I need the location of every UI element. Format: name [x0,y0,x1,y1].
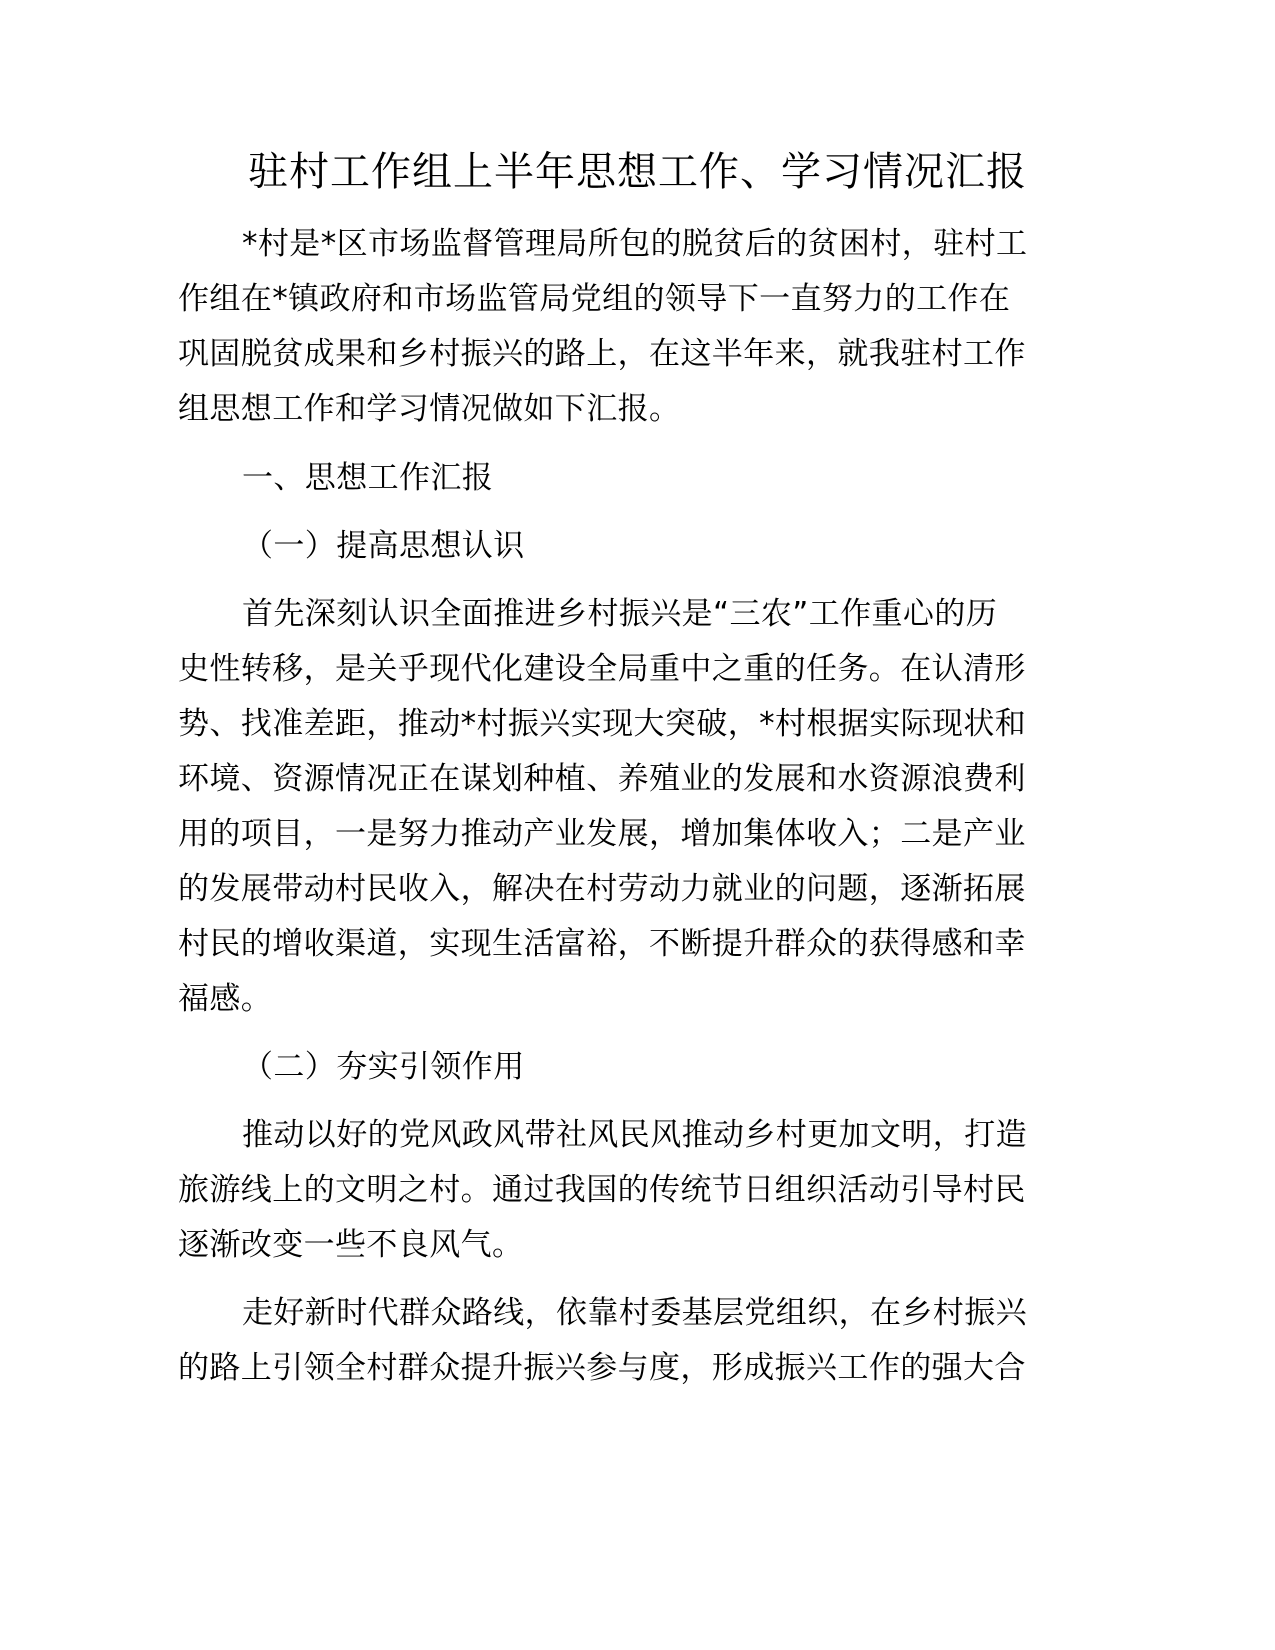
document-title: 驻村工作组上半年思想工作、学习情况汇报 [248,149,1027,195]
text-line: 旅游线上的文明之村。通过我国的传统节日组织活动引导村民 [178,1172,1026,1208]
text-line: 的发展带动村民收入，解决在村劳动力就业的问题，逐渐拓展 [178,871,1026,907]
text-line: 福感。 [178,981,273,1017]
text-line: 环境、资源情况正在谋划种植、养殖业的发展和水资源浪费利 [178,761,1026,797]
text-line: 村民的增收渠道，实现生活富裕，不断提升群众的获得感和幸 [178,926,1026,962]
text-line: 组思想工作和学习情况做如下汇报。 [178,391,681,427]
text-line: 势、找准差距，推动*村振兴实现大突破，*村根据实际现状和 [178,706,1027,742]
text-line: 用的项目，一是努力推动产业发展，增加集体收入；二是产业 [178,816,1026,852]
subsection-heading: （一）提高思想认识 [242,528,525,564]
text-line: 推动以好的党风政风带社风民风推动乡村更加文明，打造 [242,1117,1027,1153]
text-line: 巩固脱贫成果和乡村振兴的路上，在这半年来，就我驻村工作 [178,336,1026,372]
text-line: 首先深刻认识全面推进乡村振兴是“三农”工作重心的历 [242,596,998,632]
text-line: 走好新时代群众路线，依靠村委基层党组织，在乡村振兴 [242,1295,1027,1331]
text-line: *村是*区市场监督管理局所包的脱贫后的贫困村，驻村工 [242,226,1028,262]
text-line: 作组在*镇政府和市场监管局党组的领导下一直努力的工作在 [178,281,1011,317]
text-line: 逐渐改变一些不良风气。 [178,1227,524,1263]
subsection-heading: （二）夯实引领作用 [242,1049,525,1085]
section-heading: 一、思想工作汇报 [242,460,494,496]
text-line: 史性转移，是关乎现代化建设全局重中之重的任务。在认清形 [178,651,1026,687]
text-line: 的路上引领全村群众提升振兴参与度，形成振兴工作的强大合 [178,1350,1026,1386]
